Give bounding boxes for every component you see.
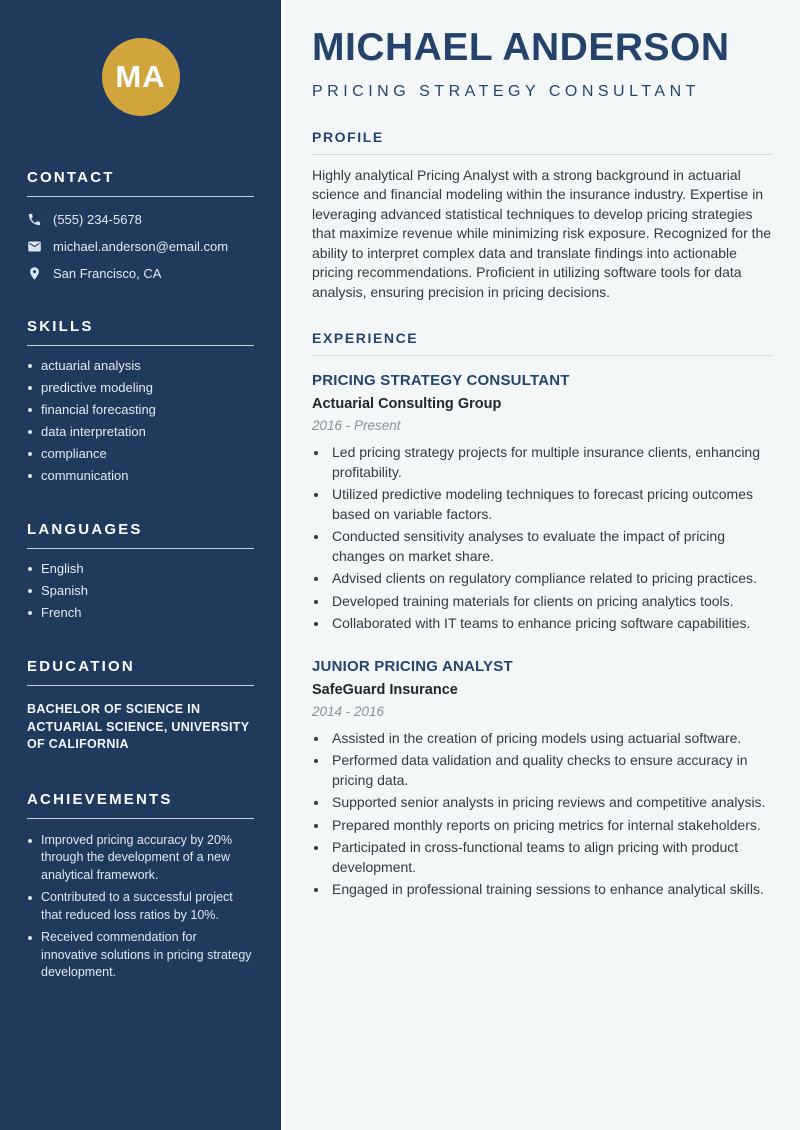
achievement-item: Improved pricing accuracy by 20% through the development of a new analytical framework. — [27, 832, 254, 885]
job-company: Actuarial Consulting Group — [312, 396, 502, 413]
skill-item: financial forecasting — [27, 402, 254, 418]
skill-item: predictive modeling — [27, 380, 254, 396]
job-bullet: • Engaged in professional training sessions to enhance analytical skills. — [329, 880, 772, 900]
achievement-item: Contributed to a successful project that reduced loss ratios by 10%. — [27, 889, 254, 924]
contact-section — [27, 169, 254, 281]
contact-location-text: San Francisco, CA — [53, 265, 162, 281]
job-title: PRICING STRATEGY CONSULTANT — [312, 372, 570, 390]
contact-item-phone — [27, 212, 254, 227]
job-bullet: • Assisted in the creation of pricing models using actuarial software. — [329, 729, 772, 749]
sidebar — [0, 0, 281, 1130]
person-name: MICHAEL ANDERSON — [312, 26, 730, 69]
contact-email-text: michael.anderson@email.com — [53, 238, 229, 254]
language-item: English — [27, 561, 254, 577]
job-bullet: • Advised clients on regulatory compliance related to pricing practices. — [329, 569, 772, 589]
language-item: French — [27, 605, 254, 621]
skill-item: communication — [27, 468, 254, 484]
job-bullet: • Collaborated with IT teams to enhance pricing software capabilities. — [329, 614, 772, 634]
job-bullet: • Participated in cross-functional teams to align pricing with product development. — [329, 838, 772, 877]
job-bullet: • Led pricing strategy projects for multiple insurance clients, enhancing profitability. — [329, 443, 772, 482]
phone-icon — [27, 212, 42, 227]
job-dates: 2016 - Present — [312, 418, 401, 434]
job-bullet: • Utilized predictive modeling techniques to forecast pricing outcomes based on variable factors. — [329, 485, 772, 524]
profile-heading: PROFILE — [312, 129, 772, 155]
education-degree: BACHELOR OF SCIENCE IN ACTUARIAL SCIENCE, UNIVERSITY OF CALIFORNIA — [27, 702, 250, 751]
job-bullet: • Developed training materials for clients on pricing analytics tools. — [329, 592, 772, 612]
contact-list — [27, 212, 254, 281]
email-icon — [27, 239, 42, 254]
education-heading: EDUCATION — [27, 658, 254, 686]
avatar — [102, 38, 180, 116]
languages-list — [27, 561, 254, 621]
experience-heading: EXPERIENCE — [312, 330, 772, 356]
skills-list — [27, 358, 254, 484]
languages-section — [27, 521, 254, 621]
job-dates: 2014 - 2016 — [312, 703, 385, 719]
job-title: JUNIOR PRICING ANALYST — [312, 657, 513, 675]
job-bullet: • Supported senior analysts in pricing reviews and competitive analysis. — [329, 793, 772, 813]
profile-summary: Highly analytical Pricing Analyst with a strong background in actuarial science and financial modeling within the insurance industry. Expertise in leveraging advanced statistical techniques to develop pricing strategies that maximize revenue while minimizing risk exposure. Recognized for the ability to interpret complex data and translate findings into actionable pricing recommendations. Proficient in utilizing software tools for data analysis, ensuring precision in pricing decisions. — [312, 166, 772, 300]
contact-heading: CONTACT — [27, 169, 254, 197]
job-bullet: • Performed data validation and quality checks to ensure accuracy in pricing data. — [329, 751, 772, 790]
language-item: Spanish — [27, 583, 254, 599]
education-section — [27, 658, 254, 754]
contact-item-email — [27, 239, 254, 254]
contact-item-location — [27, 266, 254, 281]
achievement-item: Received commendation for innovative solutions in pricing strategy development. — [27, 929, 254, 982]
achievements-section — [27, 791, 254, 982]
skill-item: actuarial analysis — [27, 358, 254, 374]
languages-heading: LANGUAGES — [27, 521, 254, 549]
experience-entry — [312, 658, 772, 900]
experience-entry — [312, 372, 772, 634]
avatar-initials: MA — [115, 59, 166, 94]
main-content — [281, 0, 800, 1130]
job-company: SafeGuard Insurance — [312, 681, 458, 698]
job-bullet-list — [312, 729, 772, 900]
skills-section — [27, 318, 254, 484]
location-icon — [27, 266, 42, 281]
job-bullet-list — [312, 443, 772, 634]
achievements-heading: ACHIEVEMENTS — [27, 791, 254, 819]
job-bullet: • Prepared monthly reports on pricing metrics for internal stakeholders. — [329, 816, 772, 836]
skill-item: compliance — [27, 446, 254, 462]
person-job-title: PRICING STRATEGY CONSULTANT — [312, 82, 700, 100]
skills-heading: SKILLS — [27, 318, 254, 346]
skill-item: data interpretation — [27, 424, 254, 440]
contact-phone-text: (555) 234-5678 — [53, 211, 142, 227]
job-bullet: • Conducted sensitivity analyses to evaluate the impact of pricing changes on market share. — [329, 527, 772, 566]
achievements-list — [27, 832, 254, 982]
